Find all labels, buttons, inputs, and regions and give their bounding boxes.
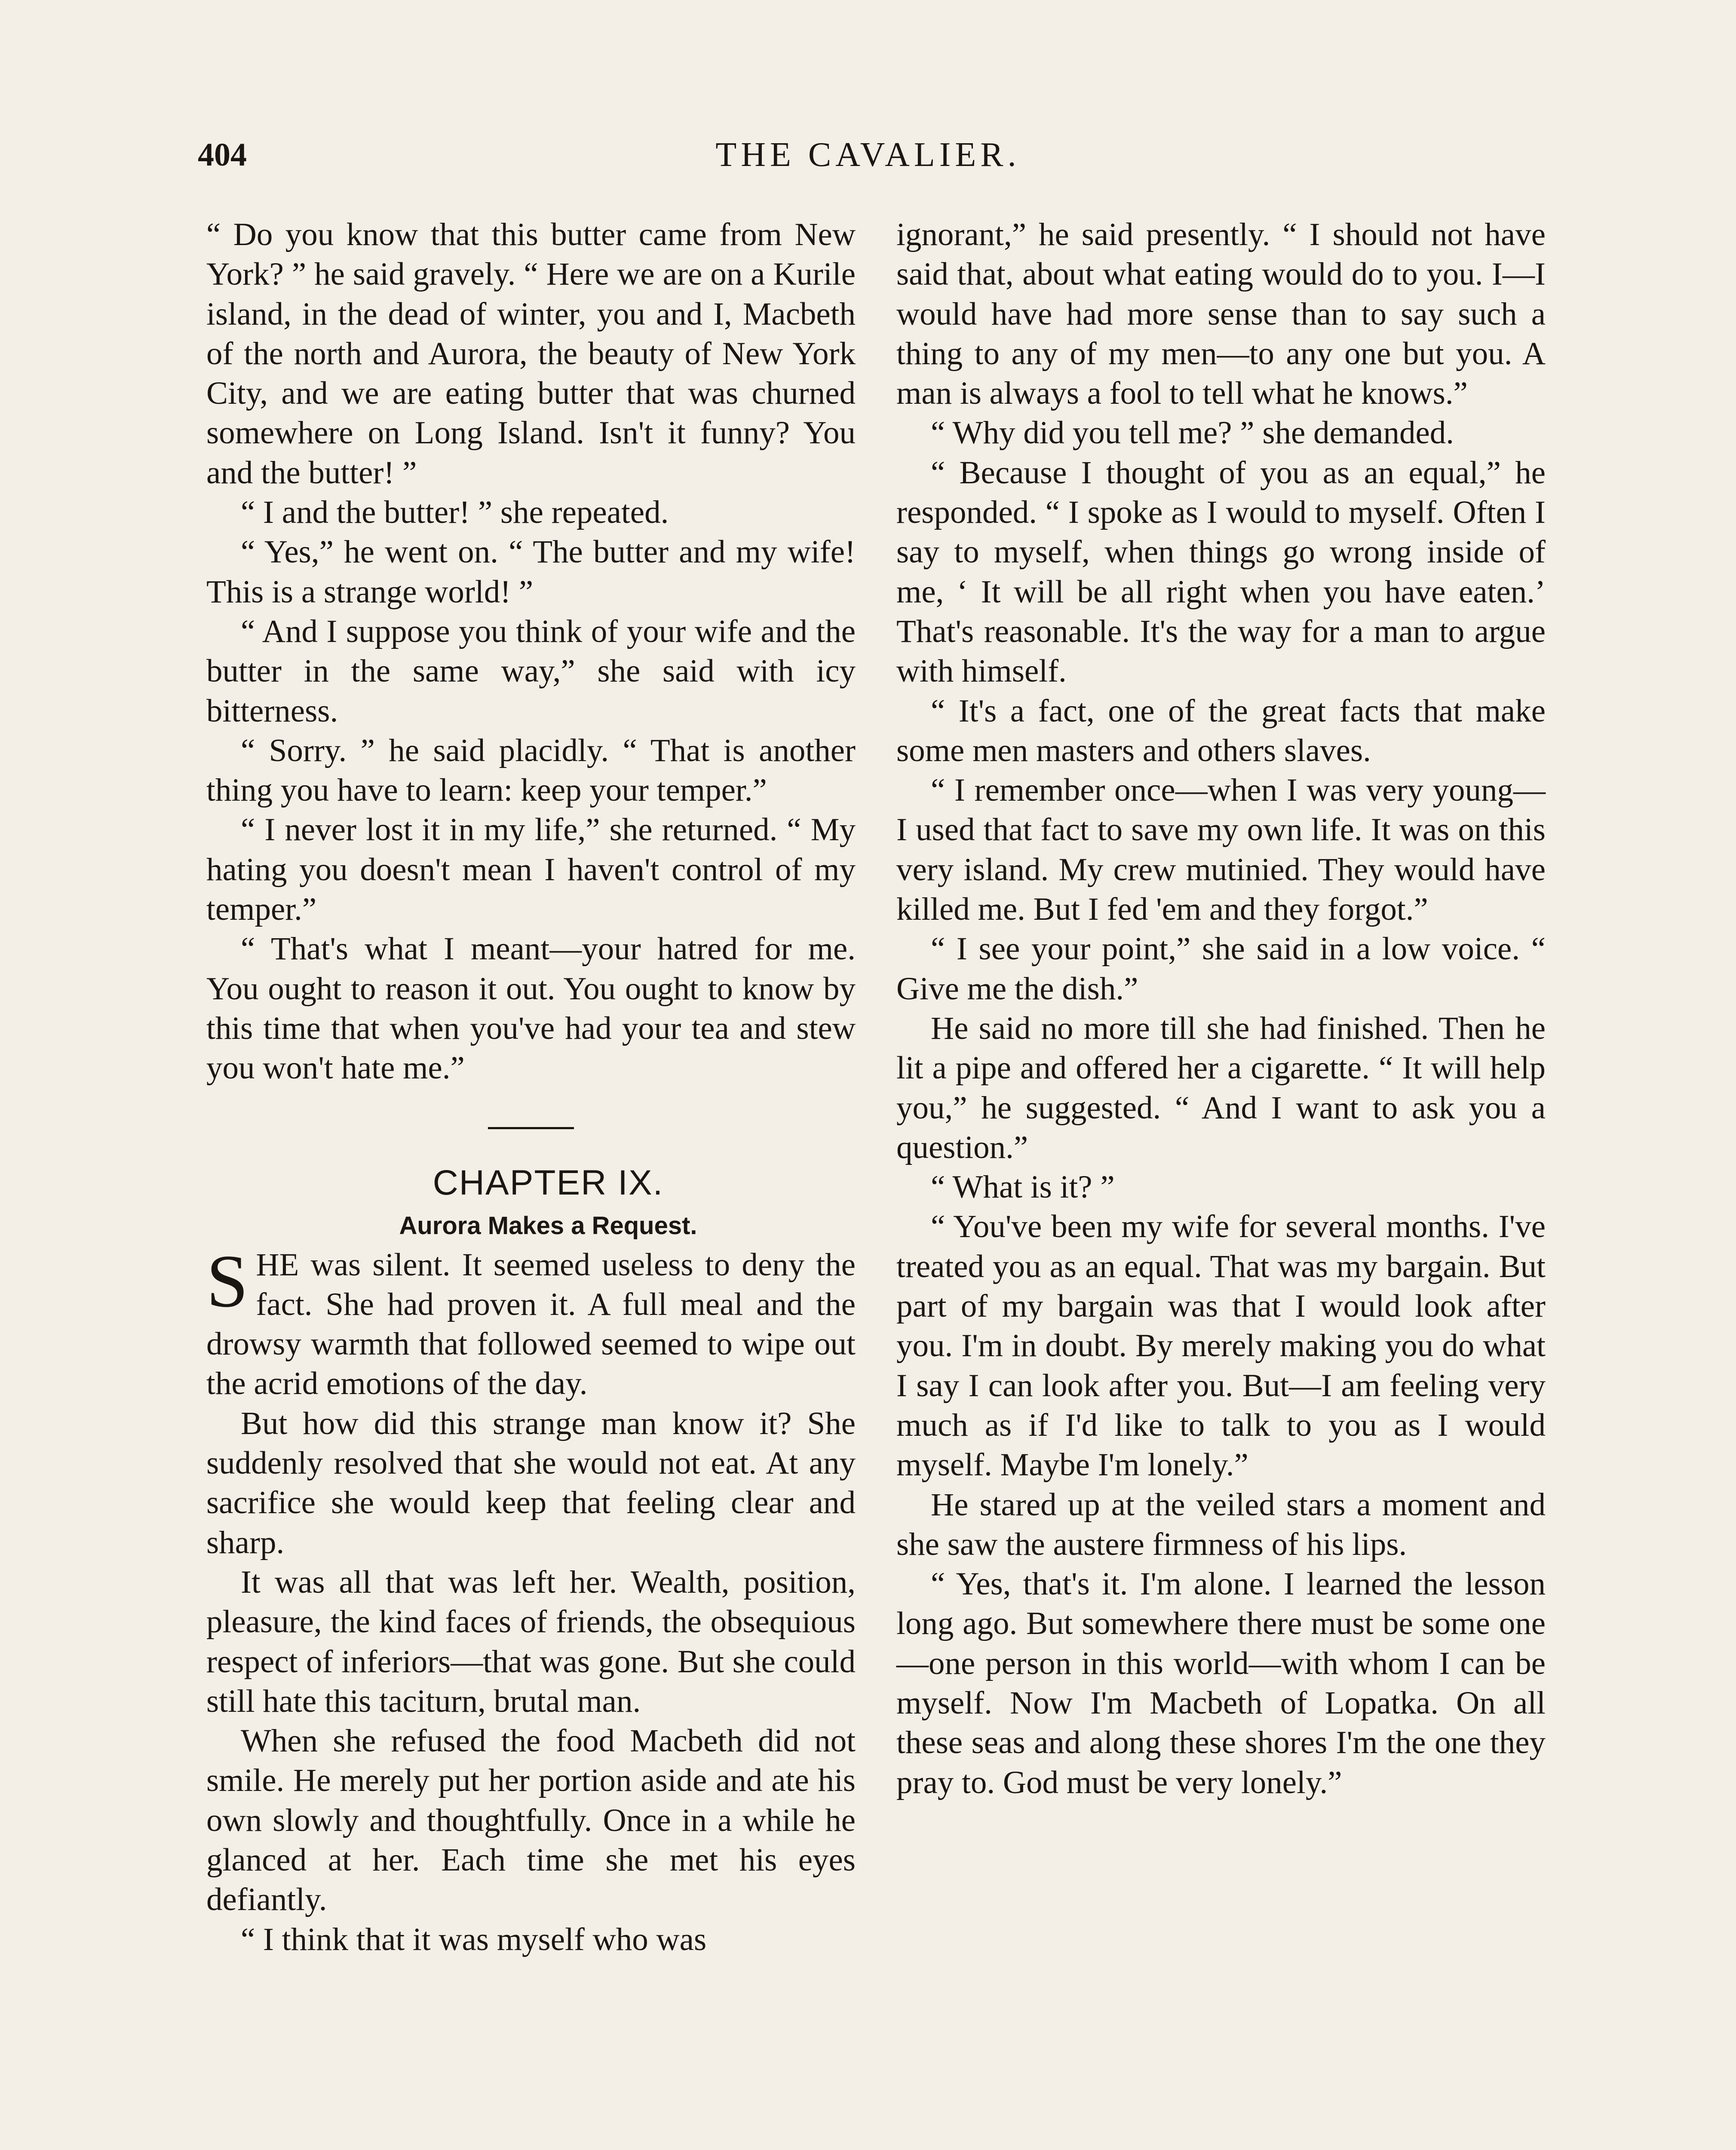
- paragraph: “ Yes,” he went on. “ The butter and my wife! This is a strange world! ”: [206, 534, 856, 610]
- paragraph: When she refused the food Macbeth did not smile. He merely put her portion aside and ate his own slowly and thoughtfully. Once in a while he glanced at her. Each time she met his eyes defiantly.: [206, 1723, 856, 1918]
- paragraph: ignorant,” he said presently. “ I should not have said that, about what eating would do to you. I—I would have had more sense than to say such a thing to any of my men—to any one but you. A man is always a fool to tell what he knows.”: [896, 217, 1546, 412]
- paragraph: “ Do you know that this butter came from New York? ” he said gravely. “ Here we are on a Kurile island, in the dead of winter, you and I, Macbeth of the north and Aurora, the beauty of New York City, and we are eating butter that was churned somewhere on Long Island. Isn't it funny? You and the butter! ”: [206, 217, 856, 491]
- section-divider: [488, 1127, 574, 1129]
- paragraph: “ I see your point,” she said in a low voice. “ Give me the dish.”: [896, 931, 1546, 1007]
- paragraph: “ I never lost it in my life,” she returned. “ My hating you doesn't mean I haven't control of my temper.”: [206, 812, 856, 928]
- paragraph: But how did this strange man know it? She suddenly resolved that she would not eat. At any sacrifice she would keep that feeling clear and sharp.: [206, 1405, 856, 1560]
- paragraph: He stared up at the veiled stars a moment and she saw the austere firmness of his lips.: [896, 1487, 1546, 1562]
- right-column: [896, 215, 1546, 1803]
- paragraph: “ I and the butter! ” she repeated.: [241, 494, 669, 531]
- paragraph: It was all that was left her. Wealth, position, pleasure, the kind faces of friends, the obsequious respect of inferiors—that was gone. But she could still hate this taciturn, brutal man.: [206, 1564, 856, 1719]
- paragraph: “ Because I thought of you as an equal,” he responded. “ I spoke as I would to myself. Often I say to myself, when things go wrong inside of me, ‘ It will be all right when you have eaten.’ That's reasonable. It's the way for a man to argue with himself.: [896, 455, 1546, 689]
- chapter-subtitle: Aurora Makes a Request.: [399, 1211, 697, 1240]
- chapter-title: CHAPTER IX.: [432, 1163, 664, 1202]
- first-paragraph-text: HE was silent. It seemed useless to deny the fact. She had proven it. A full meal and the drowsy warmth that followed seemed to wipe out the acrid emotions of the day.: [206, 1247, 856, 1402]
- paragraph: “ Yes, that's it. I'm alone. I learned the lesson long ago. But somewhere there must be some one—one person in this world—with whom I can be myself. Now I'm Macbeth of Lopatka. On all these seas and along these shores I'm the one they pray to. God must be very lonely.”: [896, 1566, 1546, 1800]
- paragraph: “ Sorry. ” he said placidly. “ That is another thing you have to learn: keep your temper.”: [206, 732, 856, 808]
- chapter-first-paragraph: [206, 1239, 856, 1404]
- paragraph: “ It's a fact, one of the great facts that make some men masters and others slaves.: [896, 693, 1546, 768]
- paragraph: “ You've been my wife for several months. I've treated you as an equal. That was my bargain. But part of my bargain was that I would look after you. I'm in doubt. By merely making you do what I say I can look after you. But—I am feeling very much as if I'd like to talk to you as I would myself. Maybe I'm lonely.”: [896, 1209, 1546, 1483]
- page-number: 404: [198, 137, 247, 173]
- running-title: THE CAVALIER.: [715, 136, 1021, 174]
- page-header: [0, 129, 1736, 181]
- paragraph: “ Why did you tell me? ” she demanded.: [931, 415, 1454, 451]
- paragraph: “ I think that it was myself who was: [241, 1921, 707, 1957]
- paragraph: “ And I suppose you think of your wife and the butter in the same way,” she said with icy bitterness.: [206, 613, 856, 729]
- paragraph: He said no more till she had finished. Then he lit a pipe and offered her a cigarette. “ It will help you,” he suggested. “ And I want to ask you a question.”: [896, 1010, 1546, 1165]
- paragraph: “ What is it? ”: [931, 1169, 1115, 1205]
- left-column: [206, 215, 856, 1960]
- paragraph: “ I remember once—when I was very young—I used that fact to save my own life. It was on this very island. My crew mutinied. They would have killed me. But I fed 'em and they forgot.”: [896, 772, 1546, 928]
- paragraph: “ That's what I meant—your hatred for me. You ought to reason it out. You ought to know by this time that when you've had your tea and stew you won't hate me.”: [206, 931, 856, 1086]
- drop-cap: S: [206, 1239, 248, 1323]
